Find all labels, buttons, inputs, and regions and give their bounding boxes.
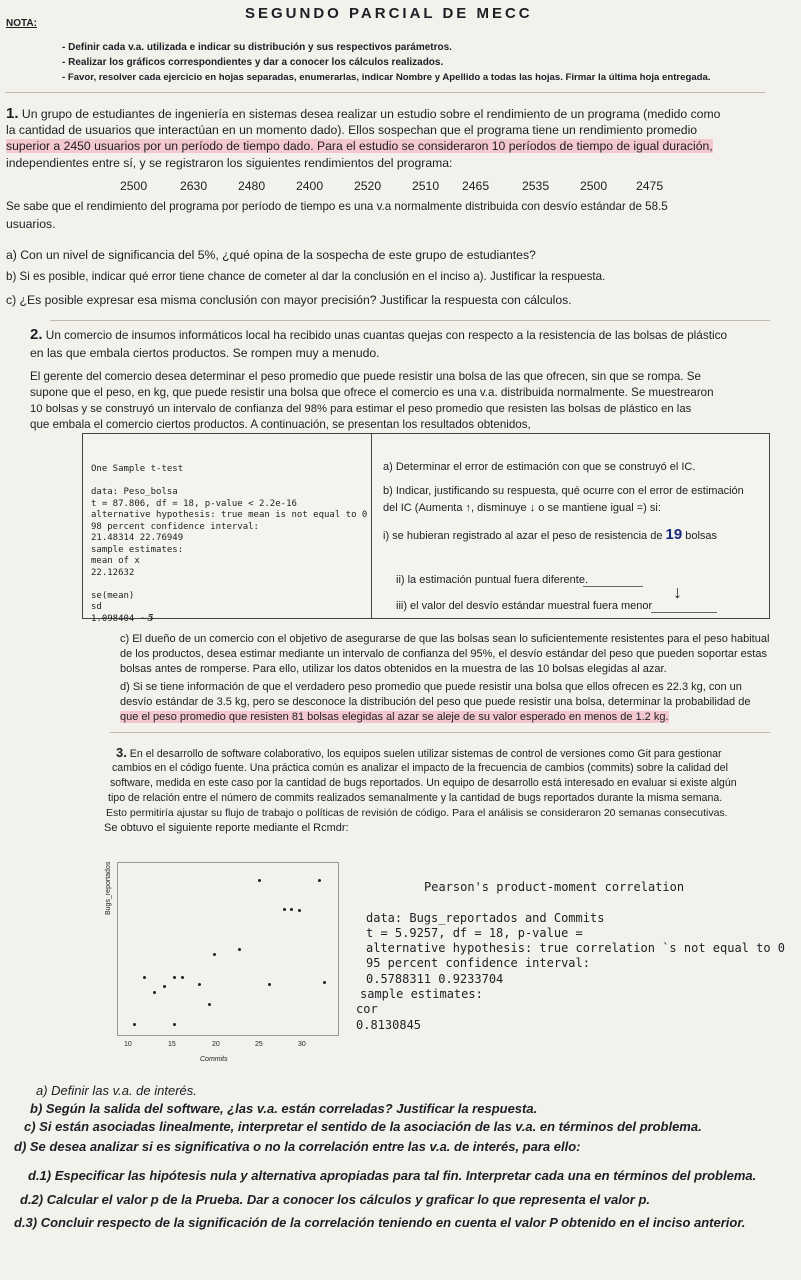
cor-line: cor bbox=[356, 1002, 378, 1017]
out-line: mean of x bbox=[91, 556, 140, 566]
cor-line: sample estimates: bbox=[360, 987, 483, 1002]
exam-title: SEGUNDO PARCIAL DE MECC bbox=[245, 5, 533, 22]
ex2-c-1: c) El dueño de un comercio con el objetivo de asegurarse de que las bolsas sean lo suficientemente resistentes para el peso habitual bbox=[120, 633, 770, 645]
ex2-question-b-2: del IC (Aumenta ↑, disminuye ↓ o se mantiene igual =) si: bbox=[383, 502, 661, 514]
instruction-2: - Realizar los gráficos correspondientes y dar a conocer los cálculos realizados. bbox=[62, 57, 444, 68]
ex2-question-a: a) Determinar el error de estimación con que se construyó el IC. bbox=[383, 461, 696, 473]
ex3-question-d3: d.3) Concluir respecto de la significación de la correlación teniendo en cuenta el valor P obtenido en el inciso anterior. bbox=[14, 1215, 746, 1230]
out-line: sample estimates: bbox=[91, 544, 184, 555]
data-value: 2465 bbox=[462, 179, 490, 193]
data-point bbox=[268, 983, 271, 986]
ex2-line-2: en las que embala ciertos productos. Se rompen muy a menudo. bbox=[30, 346, 380, 360]
ex2-line-5: 10 bolsas y se construyó un intervalo de confianza del 98% para estimar el peso promedio que resisten las bolsas de plástico en las bbox=[30, 403, 692, 415]
data-point bbox=[173, 1023, 176, 1026]
out-line: alternative hypothesis: true mean is not equal to 0 bbox=[91, 510, 368, 520]
ex1-after-2: usuarios. bbox=[6, 217, 56, 231]
data-point bbox=[198, 983, 201, 986]
handwritten-mark: ~5 bbox=[139, 613, 154, 624]
ex1-line-4: independientes entre sí, y se registraron los siguientes rendimientos del programa: bbox=[6, 156, 453, 170]
ex1-line-1: Un grupo de estudiantes de ingeniería en sistemas desea realizar un estudio sobre el rendimiento de un programa (medido como bbox=[21, 107, 721, 121]
cor-line: alternative hypothesis: true correlation `s not equal to 0 bbox=[366, 941, 786, 956]
out-line: se(mean) bbox=[91, 590, 135, 601]
data-point bbox=[238, 948, 241, 951]
data-value: 2535 bbox=[522, 179, 550, 193]
ex2-line-1-text: Un comercio de insumos informáticos local ha recibido unas cuantas quejas con respecto a la resistencia de las bolsas de plástico bbox=[45, 328, 728, 342]
out-line: sd bbox=[91, 602, 102, 612]
data-point bbox=[213, 953, 216, 956]
data-value: 2500 bbox=[120, 179, 148, 193]
data-point bbox=[133, 1023, 136, 1026]
out-line: 21.48314 22.76949 bbox=[91, 533, 184, 543]
plot-xtick: 10 bbox=[124, 1041, 132, 1048]
instruction-1: - Definir cada v.a. utilizada e indicar su distribución y sus respectivos parámetros. bbox=[62, 42, 452, 53]
plot-xtick: 15 bbox=[168, 1041, 176, 1048]
ex1-after: Se sabe que el rendimiento del programa por período de tiempo es una v.a normalmente distribuida con desvío estándar de 58.5 bbox=[6, 200, 668, 213]
scatter-plot bbox=[117, 862, 339, 1036]
ex2-question-b-i bbox=[383, 528, 717, 543]
ex2-d-3 bbox=[120, 710, 669, 724]
cor-line: 0.5788311 0.9233704 bbox=[366, 971, 504, 986]
nota-label: NOTA: bbox=[6, 18, 37, 29]
ex3-line-2: cambios en el código fuente. Una práctica común es analizar el impacto de la frecuencia de cambios (commits) sobre la calidad del bbox=[112, 762, 728, 774]
data-point bbox=[163, 985, 166, 988]
ex2-c-2: de los productos, desea estimar mediante un intervalo de confianza del 95%, el desvío estándar del peso que pueden soportar estas bbox=[120, 648, 767, 660]
plot-xtick: 25 bbox=[255, 1041, 263, 1048]
ex3-line-5: Esto permitiría ajustar su flujo de trabajo o políticas de revisión de código. Para el análisis se consideraron 20 semanas consecutivas. bbox=[106, 807, 728, 819]
cor-line: data: Bugs_reportados and Commits bbox=[366, 910, 605, 925]
plot-ylabel: Bugs_reportados bbox=[105, 861, 112, 915]
data-value: 2500 bbox=[580, 179, 608, 193]
ex2-line-3: El gerente del comercio desea determinar el peso promedio que puede resistir una bolsa de las que ofrecen, sin que se rompa. Se bbox=[30, 370, 701, 383]
data-point bbox=[283, 908, 286, 911]
out-line bbox=[91, 476, 367, 488]
ex1-question-c: c) ¿Es posible expresar esa misma conclusión con mayor precisión? Justificar la respuesta con cálculos. bbox=[6, 293, 572, 307]
ex3-question-b: b) Según la salida del software, ¿las v.a. están correladas? Justificar la respuesta. bbox=[30, 1101, 538, 1116]
ex2-c-3: bolsas antes de romperse. Para ello, utilizar los datos obtenidos en la muestra de las 10 bolsas elegidas al azar. bbox=[120, 663, 667, 675]
cor-line: Pearson's product-moment correlation bbox=[424, 880, 685, 894]
ex3-line-1 bbox=[116, 746, 722, 761]
data-value: 2510 bbox=[412, 179, 440, 193]
data-point bbox=[153, 991, 156, 994]
out-line: 98 percent confidence interval: bbox=[91, 521, 259, 532]
data-value: 2480 bbox=[238, 179, 266, 193]
data-point bbox=[143, 976, 146, 979]
out-line: 22.12632 bbox=[91, 567, 135, 578]
handwritten-arrow-icon: ↓ bbox=[673, 582, 682, 602]
ex2-d-3-text: que el peso promedio que resisten 81 bolsas elegidas al azar se aleje de su valor esperado en menos de 1.2 kg. bbox=[120, 711, 669, 723]
ex1-line-2: la cantidad de usuarios que interactúan en un momento dado). Ellos sospechan que el programa tiene un rendimiento promedio bbox=[6, 123, 698, 137]
ex2-line-6: que embala el comercio ciertos productos. A continuación, se presentan los resultados obtenidos, bbox=[30, 418, 531, 431]
ex3-line-3: software, medida en este caso por la cantidad de bugs reportados. Un equipo de desarrollo está interesado en evaluar si existe algún bbox=[110, 777, 737, 789]
data-value: 2400 bbox=[296, 179, 324, 193]
ex1-statement bbox=[6, 106, 796, 122]
handwritten-19: 19 bbox=[665, 526, 683, 543]
out-line bbox=[91, 614, 367, 626]
data-point bbox=[323, 981, 326, 984]
ex1-question-b: b) Si es posible, indicar qué error tiene chance de cometer al dar la conclusión en el inciso a). Justificar la respuesta. bbox=[6, 270, 606, 283]
out-line: t = 87.806, df = 18, p-value < 2.2e-16 bbox=[91, 498, 297, 509]
ex3-question-a: a) Definir las v.a. de interés. bbox=[36, 1083, 197, 1098]
data-value: 2630 bbox=[180, 179, 208, 193]
data-point bbox=[258, 879, 261, 882]
ex2-b-i-text: i) se hubieran registrado al azar el peso de resistencia de bbox=[383, 530, 663, 542]
ex2-d-1: d) Si se tiene información de que el verdadero peso promedio que puede resistir una bolsa que ellos ofrecen es 22.3 kg, con un bbox=[120, 681, 742, 693]
data-point bbox=[208, 1003, 211, 1006]
cor-line: 95 percent confidence interval: bbox=[366, 956, 590, 971]
data-value: 2475 bbox=[636, 179, 664, 193]
ttest-output bbox=[91, 464, 367, 625]
correlation-output bbox=[356, 880, 785, 1033]
plot-xtick: 20 bbox=[212, 1041, 220, 1048]
ex2-b-i-end: bolsas bbox=[685, 530, 718, 542]
data-value: 2520 bbox=[354, 179, 382, 193]
out-line bbox=[91, 579, 367, 591]
ex3-question-d1: d.1) Especificar las hipótesis nula y alternativa apropiadas para tal fin. Interpretar cada una en términos del problema. bbox=[28, 1168, 757, 1183]
ex3-line-6: Se obtuvo el siguiente reporte mediante el Rcmdr: bbox=[104, 822, 349, 834]
ex2-question-b-iii: iii) el valor del desvío estándar muestral fuera menor bbox=[396, 600, 653, 612]
out-line: One Sample t-test bbox=[91, 464, 184, 474]
ex3-question-c: c) Si están asociadas linealmente, interpretar el sentido de la asociación de las v.a. en términos del problema. bbox=[24, 1119, 702, 1134]
ex2-question-b-ii: ii) la estimación puntual fuera diferente. bbox=[396, 574, 588, 586]
ex3-number: 3. bbox=[116, 745, 127, 760]
data-point bbox=[290, 908, 293, 911]
data-point bbox=[181, 976, 184, 979]
ex2-line-4: supone que el peso, en kg, que puede resistir una bolsa que ofrece el comercio es una v.a. distribuida normalmente. Se muestrearon bbox=[30, 386, 714, 399]
ex1-line-3 bbox=[6, 138, 713, 154]
data-point bbox=[173, 976, 176, 979]
data-point bbox=[298, 909, 301, 912]
ex2-d-2: desvío estándar de 3.5 kg, pero se desconoce la distribución del peso que puede resistir una bolsa, determinar la probabilidad de bbox=[120, 696, 751, 708]
cor-line: 0.8130845 bbox=[356, 1017, 422, 1032]
ex1-question-a: a) Con un nivel de significancia del 5%, ¿qué opina de la sospecha de este grupo de estudiantes? bbox=[6, 248, 536, 262]
ex2-question-b-1: b) Indicar, justificando su respuesta, qué ocurre con el error de estimación bbox=[383, 485, 744, 497]
ex1-data-row bbox=[120, 178, 676, 194]
out-sd-value: 1.098404 bbox=[91, 613, 135, 624]
cor-line: t = 5.9257, df = 18, p-value = bbox=[366, 925, 583, 940]
plot-xtick: 30 bbox=[298, 1041, 306, 1048]
out-line: data: Peso_bolsa bbox=[91, 487, 178, 497]
ex3-line-4: tipo de relación entre el número de commits realizados semanalmente y la cantidad de bugs reportados durante la misma semana. bbox=[108, 792, 723, 804]
ttest-output-box bbox=[82, 433, 770, 624]
ex3-question-d2: d.2) Calcular el valor p de la Prueba. Dar a conocer los cálculos y graficar lo que representa el valor p. bbox=[20, 1192, 651, 1207]
ex2-number: 2. bbox=[30, 326, 43, 343]
ex1-line-3-text: superior a 2450 usuarios por un período de tiempo dado. Para el estudio se consideraron 10 períodos de tiempo de igual duración, bbox=[6, 139, 713, 153]
ex1-number: 1. bbox=[6, 105, 19, 122]
ex3-line-1-text: En el desarrollo de software colaborativo, los equipos suelen utilizar sistemas de control de versiones como Git para gestionar bbox=[129, 748, 722, 760]
data-point bbox=[318, 879, 321, 882]
ex2-line-1 bbox=[30, 327, 790, 343]
cor-line bbox=[356, 895, 785, 910]
instruction-3: - Favor, resolver cada ejercicio en hojas separadas, enumerarlas, indicar Nombre y Apellido a todas las hojas. Firmar la última hoja entregada. bbox=[62, 72, 711, 83]
ex3-question-d: d) Se desea analizar si es significativa o no la correlación entre las v.a. de interés, para ello: bbox=[14, 1139, 581, 1154]
plot-xlabel: Commits bbox=[200, 1056, 228, 1063]
